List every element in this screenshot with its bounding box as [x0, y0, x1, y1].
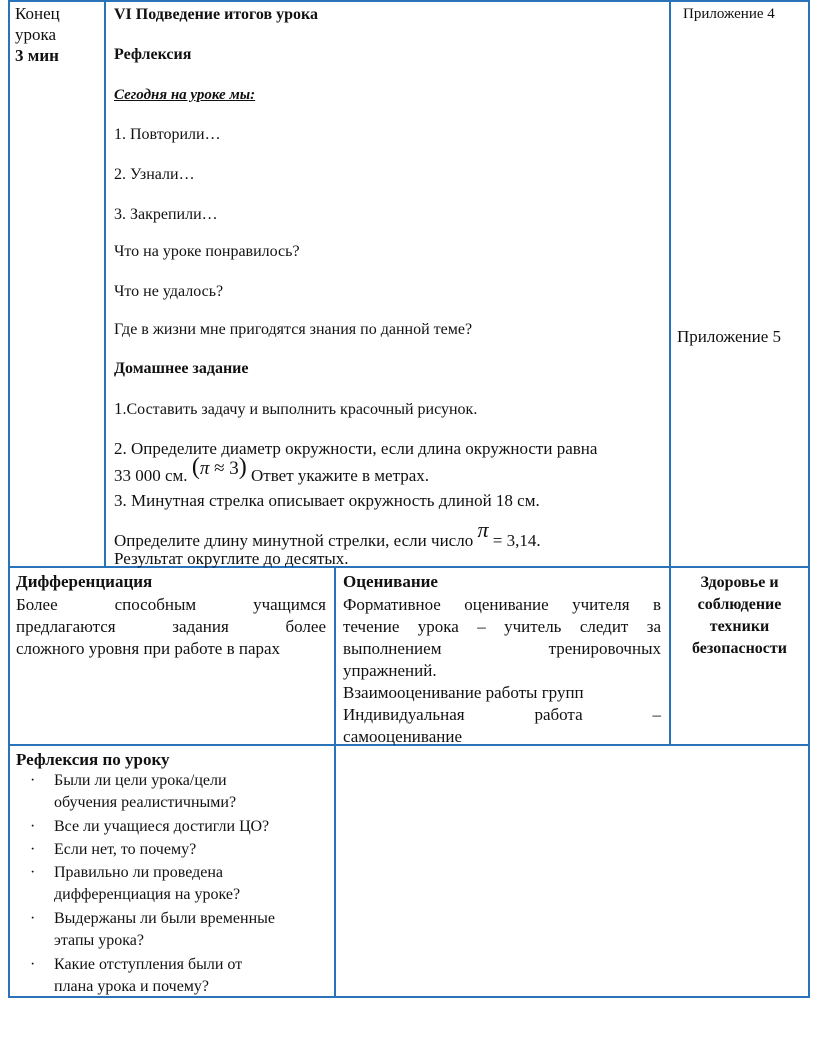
main-item-1: 1. Повторили… — [114, 126, 221, 143]
border-right — [808, 0, 810, 998]
main-item-2: 2. Узнали… — [114, 166, 195, 183]
differentiation-line-1: Более способным учащимся — [16, 595, 326, 614]
reflection-title: Рефлексия по уроку — [16, 750, 170, 769]
pi-symbol: π — [477, 517, 489, 542]
pi-approx-formula — [191, 454, 251, 480]
resource-appendix-4: Приложение 4 — [683, 6, 775, 22]
main-subheading: Рефлексия — [114, 46, 192, 63]
border-left — [8, 0, 10, 998]
assessment-line-1: Формативное оценивание учителя в — [343, 595, 661, 614]
main-heading: VI Подведение итогов урока — [114, 6, 318, 23]
homework-item-1-number: 1 — [114, 399, 123, 418]
formula-open-paren: ( — [191, 454, 200, 480]
border-top — [8, 0, 810, 2]
differentiation-title: Дифференциация — [16, 572, 153, 591]
list-item-line: дифференциация на уроке? — [54, 886, 241, 903]
assessment-line-7: самооценивание — [343, 727, 462, 746]
bullet: · — [30, 956, 36, 973]
border-bottom — [8, 996, 810, 998]
empty-notes-cell — [336, 746, 808, 996]
main-question-1: Что на уроке понравилось? — [114, 243, 300, 260]
list-item-line: Все ли учащиеся достигли ЦО? — [54, 818, 270, 835]
assessment-line-5: Взаимооценивание работы групп — [343, 683, 584, 702]
bullet: · — [30, 818, 36, 835]
main-item-3: 3. Закрепили… — [114, 206, 218, 223]
list-item-line: Если нет, то почему? — [54, 841, 197, 858]
assessment-line-3: выполнением тренировочных — [343, 639, 661, 658]
list-item-line: Правильно ли проведена — [54, 864, 223, 881]
list-item-line: обучения реалистичными? — [54, 794, 237, 811]
list-item-line: плана урока и почему? — [54, 978, 210, 995]
assessment-line-2: течение урока – учитель следит за — [343, 617, 661, 636]
list-item-line: Были ли цели урока/цели — [54, 772, 227, 789]
main-question-2: Что не удалось? — [114, 283, 224, 300]
homework-title: Домашнее задание — [114, 360, 249, 377]
homework-item-3-line1: 3. Минутная стрелка описывает окружность длиной 18 см. — [114, 491, 540, 510]
stage-duration: 3 мин — [15, 46, 59, 65]
assessment-line-4: упражнений. — [343, 661, 437, 680]
bullet: · — [30, 864, 36, 881]
pi-symbol: π — [199, 458, 210, 479]
border-v-stage — [104, 0, 106, 567]
homework-item-2-line2 — [114, 454, 430, 488]
bullet: · — [30, 841, 36, 858]
formula-approx: ≈ 3 — [209, 458, 239, 479]
bullet: · — [30, 910, 36, 927]
assessment-line-6: Индивидуальная работа – — [343, 705, 661, 724]
main-lead: Сегодня на уроке мы: — [114, 87, 256, 103]
health-line-1: Здоровье и — [700, 574, 779, 591]
assessment-title: Оценивание — [343, 572, 438, 591]
stage-label-line2: урока — [15, 25, 57, 44]
list-item-line: Выдержаны ли были временные — [54, 910, 275, 927]
formula-close-paren: ) — [238, 454, 247, 480]
stage-label-line1: Конец — [15, 4, 60, 23]
homework-item-2-answer-note: Ответ укажите в метрах. — [251, 466, 430, 485]
homework-item-3-pi-value: = 3,14. — [492, 531, 541, 550]
homework-item-3-text: Определите длину минутной стрелки, если число — [114, 531, 474, 550]
homework-item-2-line1: 2. Определите диаметр окружности, если длина окружности равна — [114, 439, 598, 458]
differentiation-line-2: предлагаются задания более — [16, 617, 326, 636]
health-safety-heading — [671, 572, 808, 660]
differentiation-line-3: сложного уровня при работе в парах — [16, 639, 281, 658]
homework-item-1 — [114, 399, 477, 419]
health-line-2: соблюдение — [697, 596, 782, 613]
bullet: · — [30, 772, 36, 789]
list-item-line: этапы урока? — [54, 932, 144, 949]
homework-item-3-line3: Результат округлите до десятых. — [114, 549, 349, 568]
health-line-4: безопасности — [692, 640, 787, 657]
homework-item-2-value: 33 000 см. — [114, 466, 188, 485]
resource-appendix-5: Приложение 5 — [677, 327, 781, 346]
main-question-3: Где в жизни мне пригодятся знания по данной теме? — [114, 321, 473, 338]
list-item-line: Какие отступления были от — [54, 956, 243, 973]
homework-item-1-text: .Составить задачу и выполнить красочный рисунок. — [122, 401, 478, 418]
health-line-3: техники — [709, 618, 770, 635]
